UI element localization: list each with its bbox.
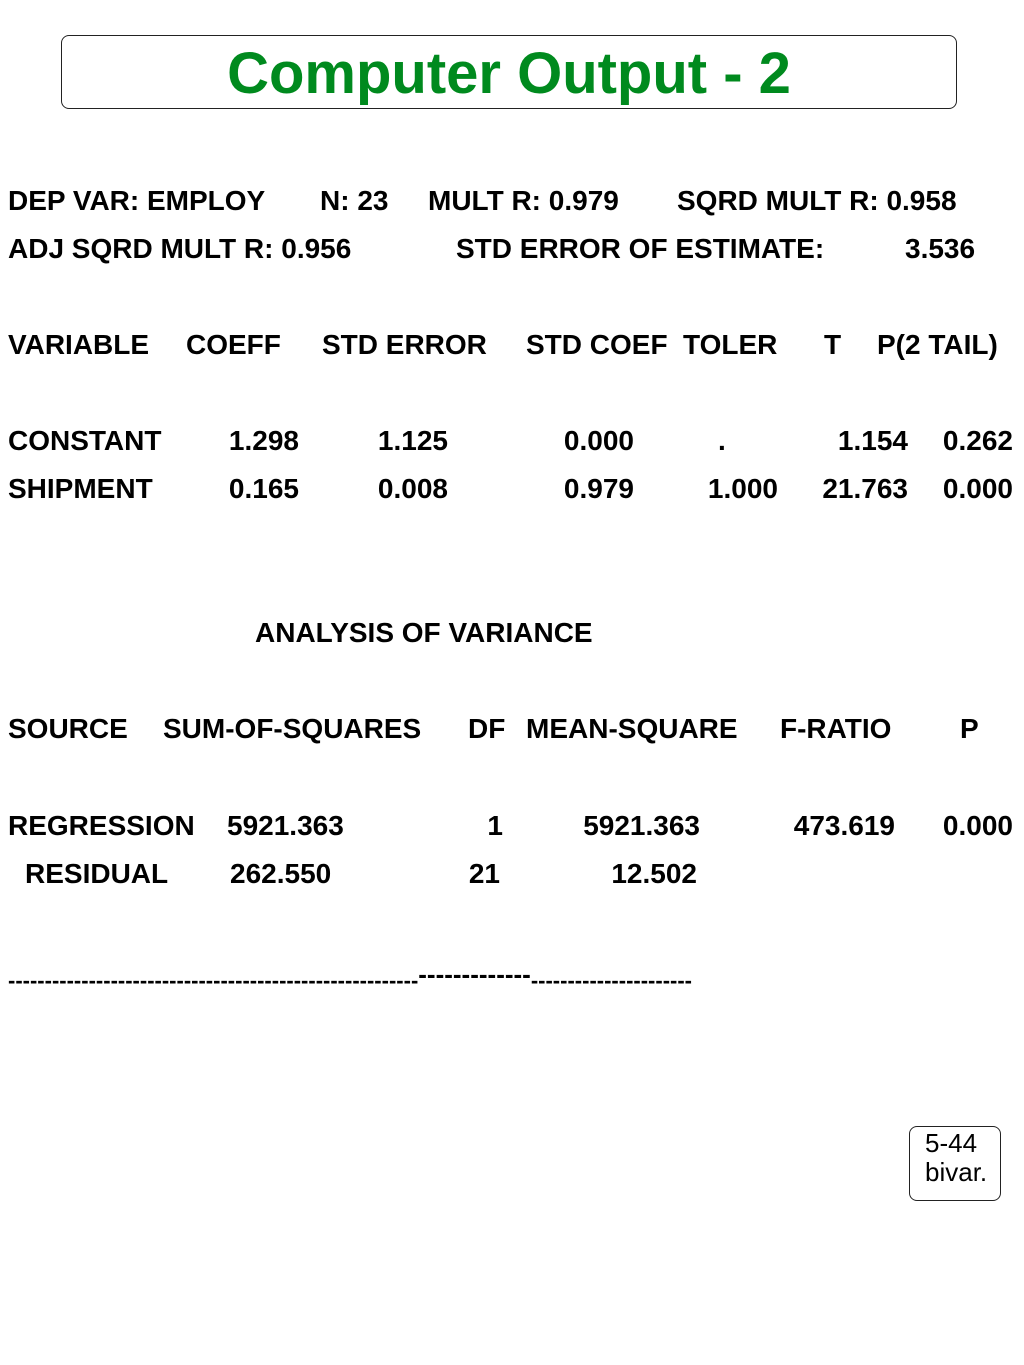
coef-header-toler: TOLER	[683, 329, 778, 360]
title-box	[61, 35, 957, 109]
anova-header-ms: MEAN-SQUARE	[526, 713, 738, 744]
sqrd-mult-r: SQRD MULT R: 0.958	[677, 185, 957, 216]
coef-header-variable: VARIABLE	[8, 329, 150, 360]
divider-left: --------------------------------------------------------	[8, 968, 419, 993]
coef-cell-p: 0.262	[942, 425, 1013, 456]
anova-heading: ANALYSIS OF VARIANCE	[255, 617, 593, 648]
coef-cell-t: 1.154	[837, 425, 908, 456]
anova-cell-df: 1	[487, 810, 503, 841]
coef-header-std-error: STD ERROR	[322, 329, 487, 360]
coef-header-t: T	[824, 329, 842, 360]
coef-cell-toler: 1.000	[707, 473, 778, 504]
coef-cell-std-coef: 0.000	[563, 425, 634, 456]
anova-cell-ss: 262.550	[230, 858, 332, 889]
anova-header-df: DF	[468, 713, 506, 744]
coef-cell-std-coef: 0.979	[563, 473, 634, 504]
slide-section: bivar.	[925, 1157, 988, 1187]
anova-cell-f: 473.619	[793, 810, 895, 841]
mult-r: MULT R: 0.979	[428, 185, 619, 216]
anova-cell-source: RESIDUAL	[25, 858, 169, 889]
anova-cell-ms: 5921.363	[583, 810, 700, 841]
anova-cell-df: 21	[468, 858, 500, 889]
anova-cell-ms: 12.502	[611, 858, 697, 889]
anova-cell-ss: 5921.363	[227, 810, 344, 841]
slide-number-box	[909, 1126, 1001, 1201]
coef-cell-coeff: 0.165	[228, 473, 299, 504]
page-title: Computer Output - 2	[227, 41, 791, 106]
anova-header-ss: SUM-OF-SQUARES	[163, 713, 422, 744]
coef-cell-t: 21.763	[822, 473, 908, 504]
coef-cell-std-error: 0.008	[377, 473, 448, 504]
coef-cell-toler: .	[718, 425, 726, 456]
coef-cell-std-error: 1.125	[377, 425, 448, 456]
coef-header-p: P(2 TAIL)	[877, 329, 998, 360]
std-error-value: 3.536	[905, 233, 976, 264]
adj-sqrd-mult-r: ADJ SQRD MULT R: 0.956	[8, 233, 352, 264]
sample-size: N: 23	[320, 185, 389, 216]
dashed-divider	[8, 959, 693, 993]
coef-header-coeff: COEFF	[186, 329, 281, 360]
anova-header-source: SOURCE	[8, 713, 128, 744]
divider-right: ----------------------	[530, 968, 693, 993]
coef-cell-variable: CONSTANT	[8, 425, 162, 456]
dep-var: DEP VAR: EMPLOY	[8, 185, 266, 216]
coef-cell-p: 0.000	[942, 473, 1013, 504]
coef-cell-coeff: 1.298	[228, 425, 299, 456]
slide-number: 5-44	[925, 1128, 978, 1158]
anova-cell-source: REGRESSION	[8, 810, 195, 841]
divider-mid: -------------	[418, 959, 531, 989]
coef-cell-variable: SHIPMENT	[8, 473, 153, 504]
coef-header-std-coef: STD COEF	[526, 329, 668, 360]
std-error-label: STD ERROR OF ESTIMATE:	[456, 233, 825, 264]
anova-header-p: P	[960, 713, 979, 744]
anova-header-f: F-RATIO	[780, 713, 892, 744]
anova-cell-p: 0.000	[942, 810, 1013, 841]
